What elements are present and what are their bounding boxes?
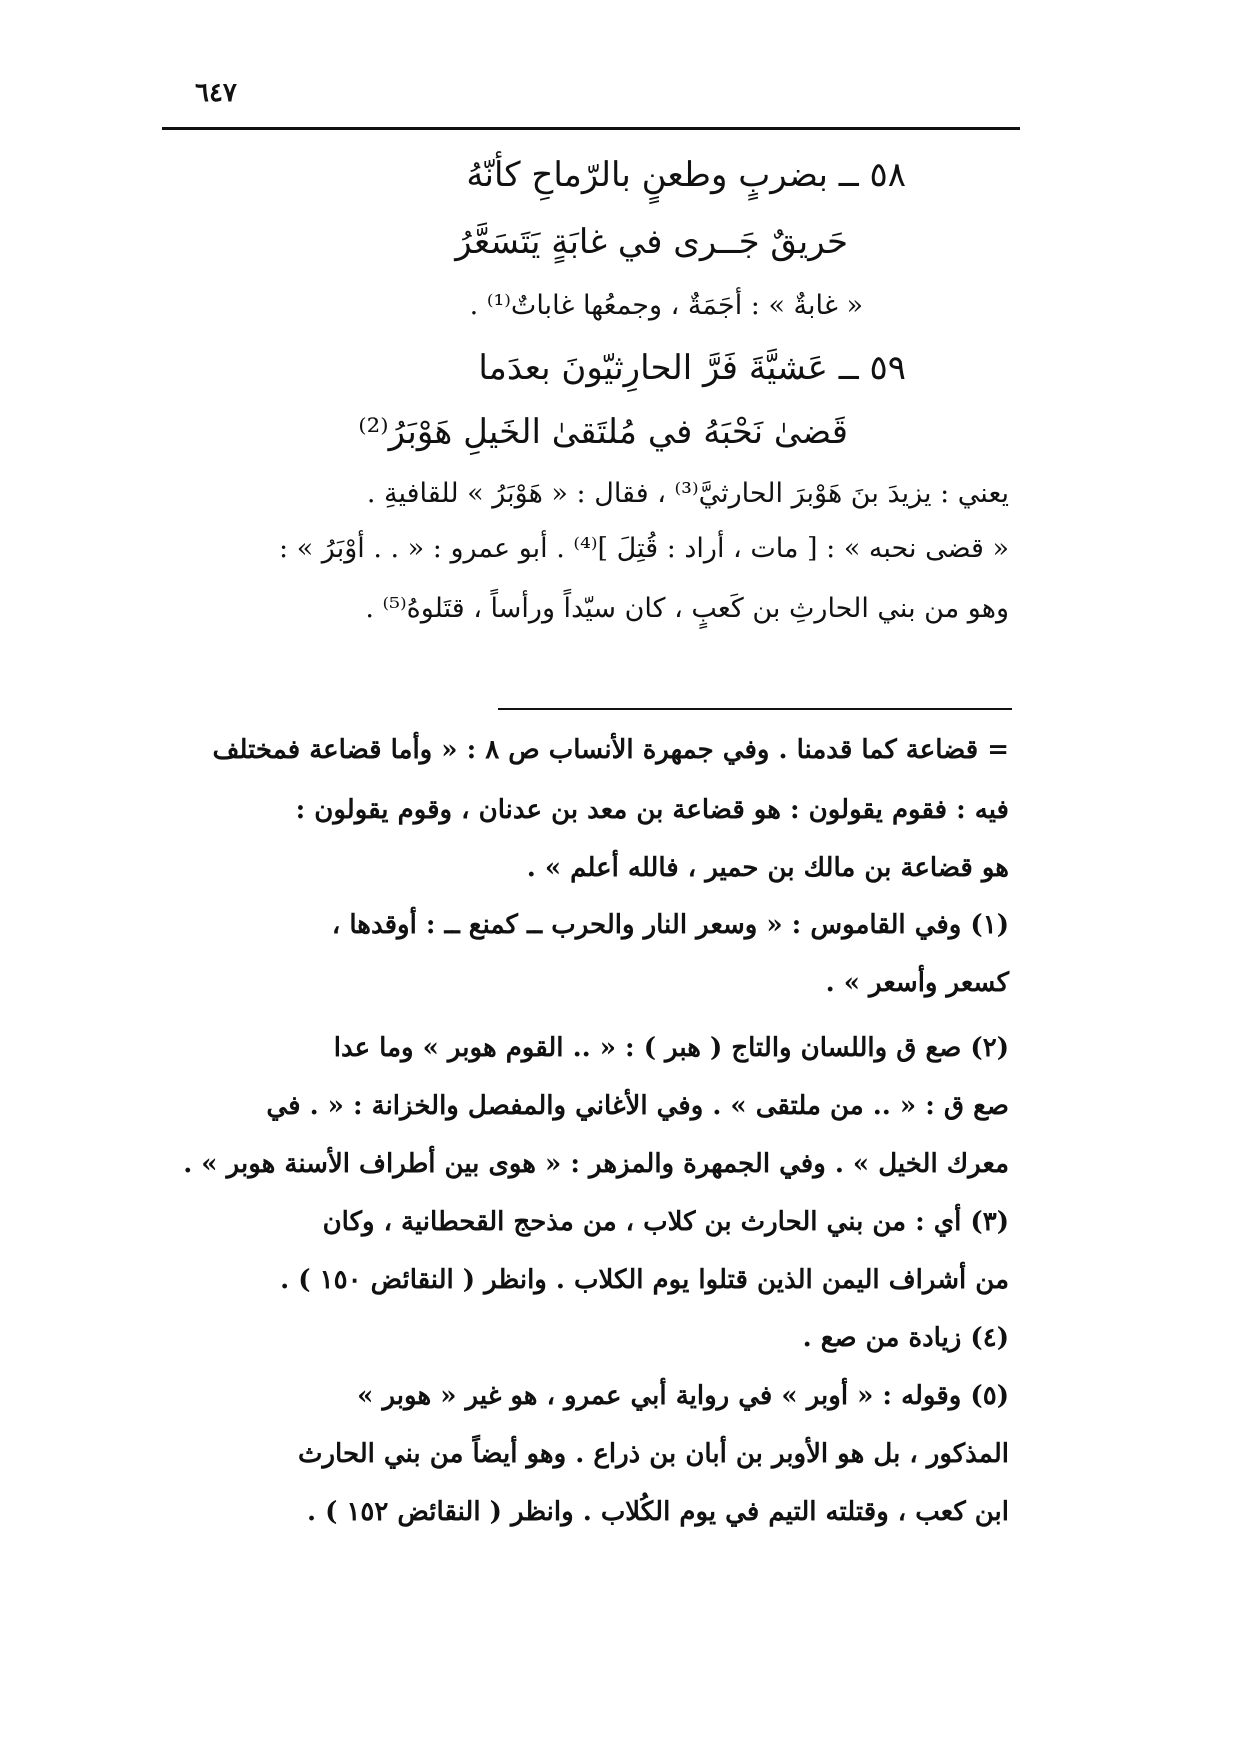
footnote-3-line-1: (٣) أي : من بني الحارث بن كلاب ، من مذحج القحطانية ، وكان [322, 1207, 1009, 1237]
page-number: ٦٤٧ [195, 78, 237, 108]
footnote-separator [498, 708, 1012, 710]
verse-59-line-2: قَضىٰ نَحْبَهُ في مُلتَقىٰ الخَيلِ هَوْبَرُ⁽²⁾ [358, 412, 848, 452]
verse-58-note: « غابةٌ » : أجَمَةٌ ، وجمعُها غاباتٌ⁽¹⁾ . [469, 290, 863, 321]
footnote-5-line-1: (٥) وقوله : « أوبر » في رواية أبي عمرو ، هو غير « هوبر » [357, 1381, 1009, 1411]
footnote-continuation-line-3: هو قضاعة بن مالك بن حمير ، فالله أعلم » . [526, 853, 1009, 883]
commentary-line-3: وهو من بني الحارثِ بن كَعبٍ ، كان سيّداً ورأساً ، قتَلوهُ⁽⁵⁾ . [365, 593, 1009, 624]
footnote-1-line-1: (١) وفي القاموس : « وسعر النار والحرب ــ كمنع ــ : أوقدها ، [331, 910, 1009, 940]
verse-58-line-2: حَريقٌ جَــرى في غابَةٍ يَتَسَعَّرُ [455, 222, 848, 262]
footnote-5-line-3: ابن كعب ، وقتلته التيم في يوم الكُلاب . وانظر ( النقائض ١٥٢ ) . [306, 1497, 1009, 1527]
verse-58-line-1: ٥٨ ــ بضربٍ وطعنٍ بالرّماحِ كأنّهُ [466, 155, 906, 195]
footnote-4-line-1: (٤) زيادة من صع . [802, 1323, 1009, 1353]
footnote-2-line-3: معرك الخيل » . وفي الجمهرة والمزهر : « هوى بين أطراف الأسنة هوبر » . [183, 1149, 1009, 1179]
commentary-line-2: « قضى نحبه » : [ مات ، أراد : قُتِلَ ]⁽⁴⁾ . أبو عمرو : « . . أوْبَرُ » : [279, 533, 1009, 564]
footnote-3-line-2: من أشراف اليمن الذين قتلوا يوم الكلاب . وانظر ( النقائض ١٥٠ ) . [280, 1265, 1009, 1295]
footnote-continuation-line-2: فيه : فقوم يقولون : هو قضاعة بن معد بن عدنان ، وقوم يقولون : [295, 795, 1009, 825]
footnote-1-line-2: كسعر وأسعر » . [825, 968, 1009, 998]
footnote-2-line-1: (٢) صع ق واللسان والتاج ( هبر ) : « .. القوم هوبر » وما عدا [333, 1033, 1009, 1063]
footnote-2-line-2: صع ق : « .. من ملتقى » . وفي الأغاني والمفصل والخزانة : « . في [266, 1091, 1009, 1121]
commentary-line-1: يعني : يزيدَ بنَ هَوْبرَ الحارثيَّ⁽³⁾ ، فقال : « هَوْبَرُ » للقافيةِ . [366, 478, 1009, 509]
footnote-continuation-line-1: = قضاعة كما قدمنا . وفي جمهرة الأنساب ص ٨ : « وأما قضاعة فمختلف [212, 735, 1009, 765]
footnote-5-line-2: المذكور ، بل هو الأوبر بن أبان بن ذراع . وهو أيضاً من بني الحارث [297, 1439, 1009, 1469]
verse-59-line-1: ٥٩ ــ عَشيَّةَ فَرَّ الحارِثيّونَ بعدَما [478, 348, 906, 388]
header-rule [162, 127, 1020, 130]
